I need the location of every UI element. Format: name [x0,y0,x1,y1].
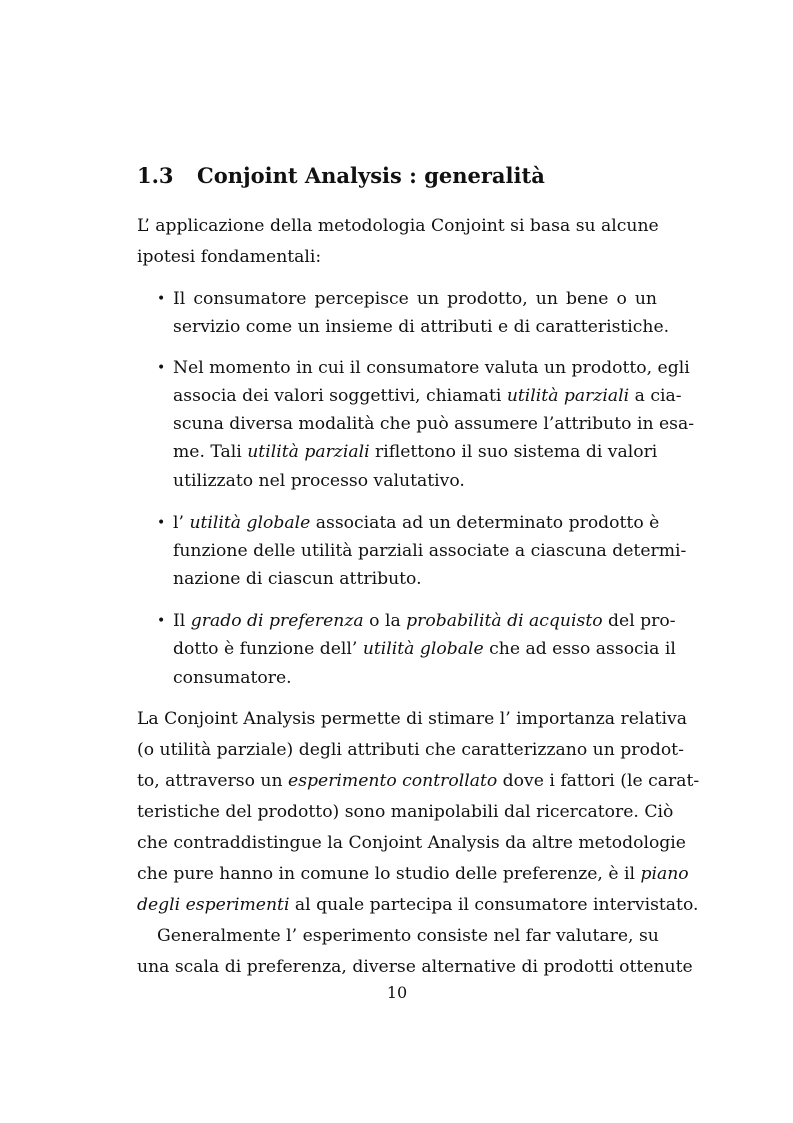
section-title: Conjoint Analysis : generalità [197,163,545,188]
emphasis: degli esperimenti [137,895,290,915]
section-heading [137,163,545,188]
paragraph-line: degli esperimenti al quale partecipa il consumatore intervistato. [137,895,699,915]
page-number: 10 [386,983,408,1002]
paragraph-line: teristiche del prodotto) sono manipolabili dal ricercatore. Ciò [137,802,674,822]
emphasis: utilità parziali [247,442,370,462]
emphasis: probabilità di acquisto [406,611,603,631]
emphasis: utilità globale [362,639,484,659]
bullet-line: Il consumatore percepisce un prodotto, un bene o un [173,289,657,309]
emphasis: piano [640,864,689,884]
bullet-icon: • [157,291,166,307]
emphasis: utilità globale [189,513,311,533]
intro-line: ipotesi fondamentali: [137,247,322,267]
bullet-line: l’ utilità globale associata ad un determinato prodotto è [173,513,660,533]
paragraph-line: che pure hanno in comune lo studio delle preferenze, è il piano [137,864,689,884]
paragraph-line: che contraddistingue la Conjoint Analysis da altre metodologie [137,833,686,853]
bullet-icon: • [157,360,166,376]
bullet-icon: • [157,515,166,531]
emphasis: esperimento controllato [288,771,498,791]
paragraph-line: Generalmente l’ esperimento consiste nel far valutare, su [157,926,659,946]
bullet-line: nazione di ciascun attributo. [173,569,422,589]
bullet-line: dotto è funzione dell’ utilità globale che ad esso associa il [173,639,676,659]
bullet-line: servizio come un insieme di attributi e di caratteristiche. [173,317,670,337]
bullet-line: consumatore. [173,668,292,688]
intro-line: L’ applicazione della metodologia Conjoint si basa su alcune [137,216,659,236]
bullet-line: utilizzato nel processo valutativo. [173,471,465,491]
paragraph-line: La Conjoint Analysis permette di stimare l’ importanza relativa [137,709,687,729]
bullet-line: Il grado di preferenza o la probabilità di acquisto del pro- [173,611,676,631]
emphasis: grado di preferenza [190,611,364,631]
emphasis: utilità parziali [506,386,630,406]
section-number: 1.3 [137,163,174,188]
bullet-line: associa dei valori soggettivi, chiamati utilità parziali a cia- [173,386,682,406]
paragraph-line: una scala di preferenza, diverse alternative di prodotti ottenute [137,957,693,977]
bullet-line: me. Tali utilità parziali riflettono il suo sistema di valori [173,442,658,462]
bullet-line: Nel momento in cui il consumatore valuta un prodotto, egli [173,358,690,378]
bullet-icon: • [157,613,166,629]
paragraph-line: to, attraverso un esperimento controllato dove i fattori (le carat- [137,771,700,791]
bullet-line: funzione delle utilità parziali associate a ciascuna determi- [173,541,687,561]
paragraph-line: (o utilità parziale) degli attributi che caratterizzano un prodot- [137,740,684,760]
bullet-line: scuna diversa modalità che può assumere l’attributo in esa- [173,414,695,434]
